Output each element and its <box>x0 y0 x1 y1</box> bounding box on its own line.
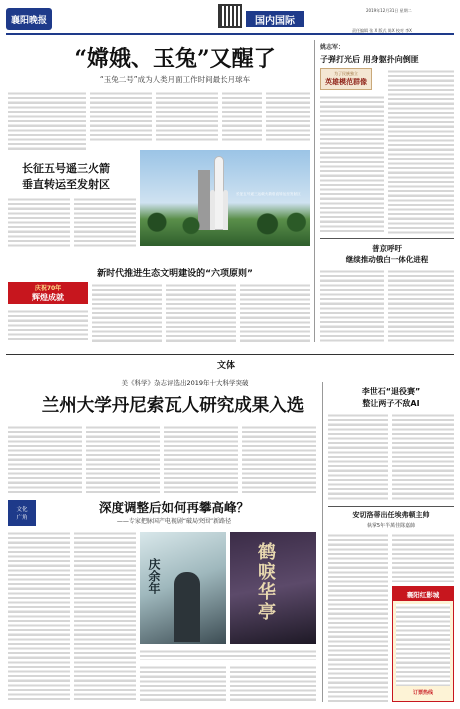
rocket-body-col1 <box>8 196 70 248</box>
putin-body-col1 <box>320 268 384 342</box>
culture-tag-line2: 广角 <box>16 515 28 521</box>
column-divider-bottom <box>322 382 323 702</box>
palm-trees <box>140 212 310 246</box>
tv-body-col3 <box>140 664 226 702</box>
tv-body-col2 <box>74 530 136 702</box>
poster-left-figure <box>174 572 200 642</box>
lead-body-col4 <box>222 90 262 142</box>
poster-right <box>230 532 316 644</box>
right-body-col2 <box>388 68 454 234</box>
cinema-ad <box>392 586 454 702</box>
culture-body-col2 <box>86 424 160 494</box>
rocket-headline-line2: 垂直转运至发射区 <box>22 178 110 191</box>
culture-kicker: 美《科学》杂志评选出2019年十大科学突破 <box>121 379 249 387</box>
right-body-col1 <box>320 94 384 234</box>
lead-subheadline: “玉兔二号”成为人类月面工作时间最长月球车 <box>99 75 251 84</box>
tv-subheadline: ——专家把脉国产电视剧“破局突围”新路径 <box>116 518 232 525</box>
culture-tag-line1: 文化 <box>16 507 28 513</box>
ai-headline-line1: 李世石“退役赛” <box>361 387 421 396</box>
culture-tag <box>8 500 36 526</box>
right-bottom-divider <box>328 506 454 507</box>
eco-body-col2 <box>92 282 162 342</box>
anniversary-banner <box>8 282 88 304</box>
cinema-ad-header <box>393 587 453 601</box>
eco-body-col4 <box>240 282 310 342</box>
tv-headline: 深度调整后如何再攀高峰？ <box>98 500 249 515</box>
masthead-rule <box>6 33 454 35</box>
cinema-ad-schedule <box>396 604 450 686</box>
eco-body-col3 <box>166 282 236 342</box>
hero-banner <box>320 68 372 90</box>
anniversary-line2: 辉煌成就 <box>32 293 64 302</box>
section-label-text: 国内国际 <box>255 15 295 27</box>
ai-body-col1 <box>328 412 388 502</box>
date-info: 2019年12月31日 星期二 <box>366 8 412 13</box>
right-header: 姚志军： <box>320 44 345 51</box>
eco-headline: 新时代推进生态文明建设的“六项原则” <box>97 269 253 279</box>
everton-headline: 安切洛蒂出任埃弗顿主帅 <box>352 511 430 519</box>
cinema-ad-title: 襄阳红影城 <box>406 590 440 599</box>
poster-left <box>140 532 226 644</box>
lead-body-col5 <box>266 90 310 142</box>
rocket-headline-line1: 长征五号遥三火箭 <box>22 162 110 175</box>
culture-body-col4 <box>242 424 316 494</box>
column-divider-top <box>314 40 315 342</box>
culture-body-col1 <box>8 424 82 494</box>
tv-body-col4 <box>230 664 316 702</box>
tv-body-col1 <box>8 530 70 702</box>
posters-caption <box>140 648 316 660</box>
section-label <box>246 11 304 27</box>
lead-body-col3 <box>156 90 218 142</box>
lead-headline: “嫦娥、玉兔”又醒了 <box>74 46 276 72</box>
masthead-logo <box>6 8 52 30</box>
poster-left-title: 庆余年 <box>147 558 161 594</box>
lead-body-col2 <box>90 90 152 142</box>
everton-body-col1 <box>328 532 388 702</box>
right-headline: 子弹打光后 用身躯扑向倒匪 <box>320 55 419 64</box>
anniversary-line1: 庆祝70年 <box>34 285 62 292</box>
rocket-photo <box>140 150 310 246</box>
right-divider <box>320 238 454 239</box>
page2-top-rule <box>6 354 454 355</box>
poster-right-title: 鹤唳华亭 <box>255 542 276 622</box>
photo-caption: 长征五号遥三运载火箭垂直转运至发射区 <box>236 192 301 196</box>
hero-banner-small: 为了民族独立 <box>334 71 358 76</box>
putin-headline-line1: 普京呼吁 <box>372 244 402 253</box>
everton-subheadline: 執掌5年半萬佳隊嘉帥 <box>366 523 416 529</box>
eco-body-col1 <box>8 308 88 342</box>
culture-headline: 兰州大学丹尼索瓦人研究成果入选 <box>41 396 305 416</box>
rocket-body-col2 <box>74 196 136 248</box>
putin-headline-line2: 继续推动俄白一体化进程 <box>345 255 429 264</box>
culture-body-col3 <box>164 424 238 494</box>
editor-info: 责任编辑 张 X 版式 陈X 校对 李X <box>352 28 412 33</box>
ai-body-col2 <box>392 412 454 502</box>
logo-text: 襄阳晚报 <box>10 15 47 26</box>
hero-banner-big: 英雄模范群像 <box>325 78 367 86</box>
culture-section: 文体 <box>216 361 235 371</box>
putin-body-col2 <box>388 268 454 342</box>
everton-body-col2 <box>392 532 454 582</box>
lead-body-col1 <box>8 90 86 150</box>
ai-headline-line2: 整让两子不敌AI <box>362 399 420 408</box>
cinema-ad-hotline: 订票热线 <box>412 690 433 696</box>
qr-code-icon <box>218 4 242 28</box>
